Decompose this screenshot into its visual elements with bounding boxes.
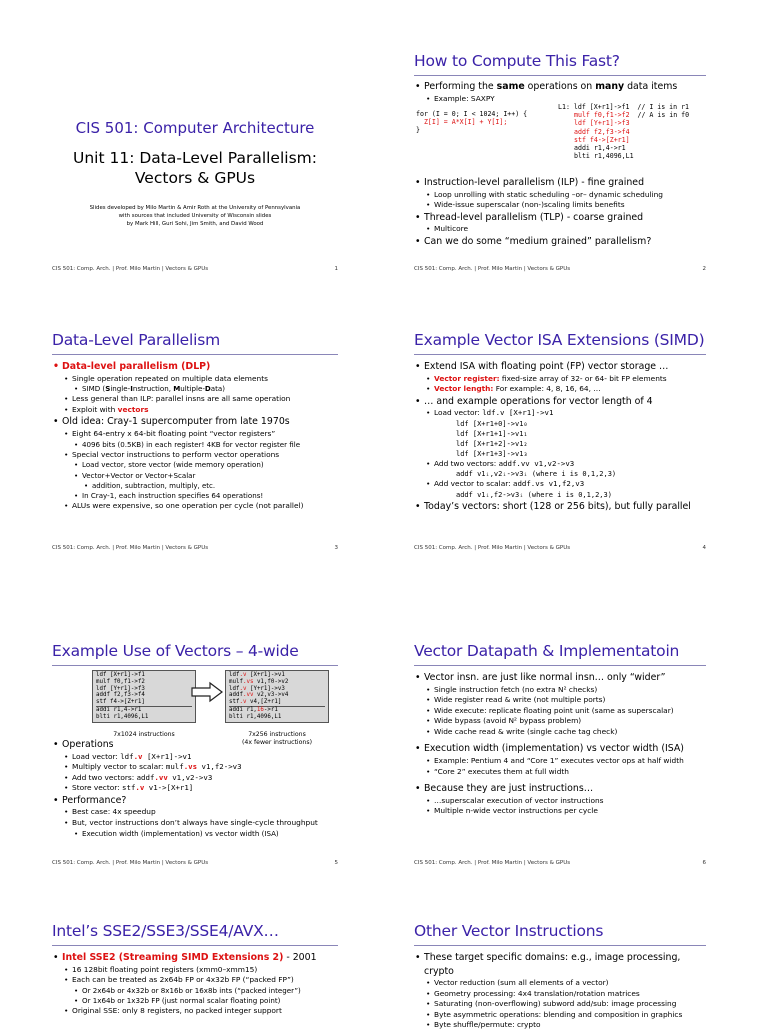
unit-title-line1: Unit 11: Data-Level Parallelism:: [73, 149, 317, 167]
asm-code: L1: ldf [X+r1]->f1 // I is in r1 mulf f0,f1->f2 // A is in f0 ldf [Y+r1]->f3 addf f2,f3->f4 stf f4->[Z+r1] addi r1,4->r1 blti r1,4096,L1: [558, 103, 690, 161]
bullet: • Intel SSE2 (Streaming SIMD Extensions 2) - 2001: [52, 951, 338, 965]
slide-title: Vector Datapath & Implementatoin: [414, 642, 680, 660]
bullet: • Extend ISA with floating point (FP) vector storage …: [414, 360, 706, 374]
vector-code-table: ldf.v [X+r1]->v1 mulf.vs v1,f0->v2 ldf.v [Y+r1]->v3 addf.vv v2,v3->v4 stf.v v4,[Z+r1] addi r1,16->r1 blti r1,4096,L1: [225, 670, 329, 723]
sub-sub-sub-bullet: • addition, subtraction, multiply, etc.: [52, 481, 338, 491]
slide-title: Example Vector ISA Extensions (SIMD): [414, 331, 705, 349]
bullet: • … and example operations for vector length of 4: [414, 395, 706, 409]
sub-bullet: • Byte asymmetric operations: blending and composition in graphics: [414, 1010, 706, 1021]
bullet: • Because they are just instructions…: [414, 782, 706, 796]
sub-bullet: • Geometry processing: 4x4 translation/rotation matrices: [414, 989, 706, 1000]
credits-line3: by Mark Hill, Guri Sohi, Jim Smith, and David Wood: [126, 221, 264, 227]
sub-bullet: • Loop unrolling with static scheduling –or– dynamic scheduling: [414, 190, 706, 201]
sub-sub-bullet: • SIMD (Single-Instruction, Multiple-Data): [52, 384, 338, 394]
sub-bullet: • “Core 2” executes them at full width: [414, 767, 706, 778]
sub-bullet: • Multiple n-wide vector instructions per cycle: [414, 806, 706, 817]
code-line: addf v1ᵢ,f2->v3ᵢ (where i is 0,1,2,3): [456, 490, 612, 499]
page-number: 3: [334, 545, 338, 551]
sub-sub-bullet: • Or 2x64b or 4x32b or 8x16b or 16x8b ints (“packed integer”): [52, 986, 338, 996]
bullet: • Performing the same operations on many data items: [414, 80, 706, 94]
slide-title: Intel’s SSE2/SSE3/SSE4/AVX…: [52, 922, 279, 940]
slide-5: Example Use of Vectors – 4-wide ldf [X+r1]->f1 mulf f0,f1->f2 ldf [Y+r1]->f3 addf f2,f3->f4 stf f4->[Z+r1] addi r1,4->r1 blti r1,4096,L1 ldf.v [X+r1]->v1 mulf.vs v1,f0->v2 ldf.v [Y+r1]->v3 addf.vv v2,v3->v4 stf.v v4,[Z+r1] addi r1,16->r1 blti r1,4096,L1 7x1024 instructions 7x256 instructions (4x fewer instructions) • Operations • Load vector: ldf.v [X+r1]->v1 • Multiply vector to scalar: mulf.vs v1,f2->v3 • Add two vectors: addf.vv v1,v2->v3 • Store vector: stf.v v1->[X+r1] • Performance? • Best case: 4x speedup • But, vector instructions don’t always have single-cycle throughput • Execution width (implementation) vs vector width (ISA) CIS 501: Comp. Arch. | Prof. Milo Martin | Vectors & GPUs 5: [52, 638, 338, 866]
sub-bullet: • Multiply vector to scalar: mulf.vs v1,f2->v3: [52, 762, 338, 773]
sub-bullet: • …superscalar execution of vector instructions: [414, 796, 706, 807]
page-number: 4: [702, 545, 706, 551]
arrow-right-icon: [190, 682, 224, 702]
bullet: • Old idea: Cray-1 supercomputer from late 1970s: [52, 415, 338, 429]
title-rule: [414, 665, 706, 666]
title-rule: [52, 945, 338, 946]
bullet: • These target specific domains: e.g., image processing, crypto: [414, 951, 706, 978]
sub-sub-bullet: • In Cray-1, each instruction specifies 64 operations!: [52, 491, 338, 501]
sub-bullet: • Multicore: [414, 224, 706, 235]
sub-bullet: • Vector register: fixed-size array of 32- or 64- bit FP elements: [414, 374, 706, 385]
sub-sub-bullet: • 4096 bits (0.5KB) in each register! 4KB for vector register file: [52, 440, 338, 450]
slide-4: Example Vector ISA Extensions (SIMD) • Extend ISA with floating point (FP) vector storage … • Vector register: fixed-size array of 32- or 64- bit FP elements • Vector length: For example: 4, 8, 16, 64, … • … and example operations for vector length of 4 • Load vector: ldf.v [X+r1]->v1 ldf [X+r1+0]->v1₀ ldf [X+r1+1]->v1₁ ldf [X+r1+2]->v1₂ ldf [X+r1+3]->v1₃ • Add two vectors: addf.vv v1,v2->v3 addf v1ᵢ,v2ᵢ->v3ᵢ (where i is 0,1,2,3) • Add vector to scalar: addf.vs v1,f2,v3 addf v1ᵢ,f2->v3ᵢ (where i is 0,1,2,3) • Today’s vectors: short (128 or 256 bits), but fully parallel CIS 501: Comp. Arch. | Prof. Milo Martin | Vectors & GPUs 4: [414, 327, 706, 551]
page-number: 1: [334, 266, 338, 272]
code-line: ldf [X+r1+2]->v1₂: [456, 439, 528, 448]
slide-8: [414, 918, 706, 1030]
sub-bullet: • Wide execute: replicate floating point unit (same as superscalar): [414, 706, 706, 717]
slide-3: Data-Level Parallelism • Data-level parallelism (DLP) • Single operation repeated on multiple data elements • SIMD (Single-Instruction, Multiple-Data) • Less general than ILP: parallel insns are all same operation • Exploit with vectors • Old idea: Cray-1 supercomputer from late 1970s • Eight 64-entry x 64-bit floating point “vector registers” • 4096 bits (0.5KB) in each register! 4KB for vector register file • Special vector instructions to perform vector operations • Load vector, store vector (wide memory operation) • Vector+Vector or Vector+Scalar • addition, subtraction, multiply, etc. • In Cray-1, each instruction specifies 64 operations! • ALUs were expensive, so one operation per cycle (not parallel) CIS 501: Comp. Arch. | Prof. Milo Martin | Vectors & GPUs 3: [52, 327, 338, 551]
sub-bullet: • Original SSE: only 8 registers, no packed integer support: [52, 1006, 338, 1017]
sub-sub-bullet: • Or 1x64b or 1x32b FP (just normal scalar floating point): [52, 996, 338, 1006]
sub-bullet: • Wide cache read & write (single cache tag check): [414, 727, 706, 738]
page-number: 6: [702, 860, 706, 866]
title-rule: [52, 665, 338, 666]
sub-bullet: • 16 128bit floating point registers (xmm0–xmm15): [52, 965, 338, 976]
title-rule: [52, 354, 338, 355]
sub-bullet: • ALUs were expensive, so one operation per cycle (not parallel): [52, 501, 338, 512]
sub-bullet: • Single instruction fetch (no extra N² checks): [414, 685, 706, 696]
slide-title: Other Vector Instructions: [414, 922, 604, 940]
sub-bullet: • Each can be treated as 2x64b FP or 4x32b FP (“packed FP”): [52, 975, 338, 986]
sub-bullet: • Single operation repeated on multiple data elements: [52, 374, 338, 385]
scalar-code-table: ldf [X+r1]->f1 mulf f0,f1->f2 ldf [Y+r1]->f3 addf f2,f3->f4 stf f4->[Z+r1] addi r1,4->r1 blti r1,4096,L1: [92, 670, 196, 723]
sub-bullet: • Load vector: ldf.v [X+r1]->v1: [52, 752, 338, 763]
bullet: • Operations: [52, 738, 338, 752]
sub-bullet: • Wide register read & write (not multiple ports): [414, 695, 706, 706]
course-title: CIS 501: Computer Architecture: [75, 119, 315, 137]
vector-caption-2: (4x fewer instructions): [242, 739, 312, 746]
title-rule: [414, 945, 706, 946]
slide-2: How to Compute This Fast? • Performing the same operations on many data items • Example: SAXPY for (I = 0; I < 1024; I++) { Z[I] = A*X[I] + Y[I]; } L1: ldf [X+r1]->f1 // I is in r1 mulf f0,f1->f2 // A is in f0 ldf [Y+r1]->f3 addf f2,f3->f4 stf f4->[Z+r1] addi r1,4->r1 blti r1,4096,L1 • Instruction-level parallelism (ILP) - fine grained • Loop unrolling with static scheduling –or– dynamic scheduling • Wide-issue superscalar (non-)scaling limits benefits • Thread-level parallelism (TLP) - coarse grained • Multicore • Can we do some “medium grained” parallelism? CIS 501: Comp. Arch. | Prof. Milo Martin | Vectors & GPUs 2: [414, 48, 706, 272]
sub-bullet: • Best case: 4x speedup: [52, 807, 338, 818]
title-rule: [414, 75, 706, 76]
page-number: 2: [702, 266, 706, 272]
code-line: ldf [X+r1+3]->v1₃: [456, 449, 528, 458]
sub-bullet: • Exploit with vectors: [52, 405, 338, 416]
title-rule: [414, 354, 706, 355]
credits-line2: with sources that included University of Wisconsin slides: [118, 213, 272, 219]
bullet: • Instruction-level parallelism (ILP) - fine grained: [414, 176, 706, 190]
sub-bullet: • Add vector to scalar: addf.vs v1,f2,v3: [414, 479, 706, 490]
credits-line1: Slides developed by Milo Martin & Amir Roth at the University of Pennsylvania: [89, 205, 301, 211]
slide-title: How to Compute This Fast?: [414, 52, 620, 70]
bullet: • Execution width (implementation) vs vector width (ISA): [414, 742, 706, 756]
sub-bullet: • Wide bypass (avoid N² bypass problem): [414, 716, 706, 727]
bullet: • Can we do some “medium grained” parallelism?: [414, 235, 706, 249]
scalar-caption: 7x1024 instructions: [113, 731, 175, 738]
sub-bullet: • Load vector: ldf.v [X+r1]->v1: [414, 408, 706, 419]
code-line: addf v1ᵢ,v2ᵢ->v3ᵢ (where i is 0,1,2,3): [456, 470, 617, 479]
bullet: • Vector insn. are just like normal insn… only “wider”: [414, 671, 706, 685]
sub-bullet: • Example: SAXPY: [414, 94, 706, 105]
sub-bullet: • Less general than ILP: parallel insns are all same operation: [52, 394, 338, 405]
vector-caption-1: 7x256 instructions: [248, 731, 306, 738]
page-number: 5: [334, 860, 338, 866]
sub-bullet: • Saturating (non-overflowing) subword add/sub: image processing: [414, 999, 706, 1010]
code-line: ldf [X+r1+0]->v1₀: [456, 419, 528, 428]
sub-bullet: • Example: Pentium 4 and “Core 1” executes vector ops at half width: [414, 756, 706, 767]
sub-bullet: • Vector reduction (sum all elements of a vector): [414, 978, 706, 989]
sub-bullet: • Eight 64-entry x 64-bit floating point “vector registers”: [52, 429, 338, 440]
slide-6: Vector Datapath & Implementatoin • Vector insn. are just like normal insn… only “wider” • Single instruction fetch (no extra N² checks) • Wide register read & write (not multiple ports) • Wide execute: replicate floating point unit (same as superscalar) • Wide bypass (avoid N² bypass problem) • Wide cache read & write (single cache tag check) • Execution width (implementation) vs vector width (ISA) • Example: Pentium 4 and “Core 1” executes vector ops at half width • “Core 2” executes them at full width • Because they are just instructions… • …superscalar execution of vector instructions • Multiple n-wide vector instructions per cycle CIS 501: Comp. Arch. | Prof. Milo Martin | Vectors & GPUs 6: [414, 638, 706, 866]
sub-bullet: • Vector length: For example: 4, 8, 16, 64, …: [414, 384, 706, 395]
sub-bullet: • Wide-issue superscalar (non-)scaling limits benefits: [414, 200, 706, 211]
slide-7: [52, 918, 338, 1024]
sub-bullet: • Special vector instructions to perform vector operations: [52, 450, 338, 461]
sub-bullet: • Byte shuffle/permute: crypto: [414, 1020, 706, 1031]
sub-bullet: • Add two vectors: addf.vv v1,v2->v3: [52, 773, 338, 784]
unit-title-line2: Vectors & GPUs: [134, 169, 256, 187]
bullet: • Thread-level parallelism (TLP) - coarse grained: [414, 211, 706, 225]
sub-sub-bullet: • Vector+Vector or Vector+Scalar: [52, 471, 338, 481]
sub-bullet: • Add two vectors: addf.vv v1,v2->v3: [414, 459, 706, 470]
sub-bullet: • Store vector: stf.v v1->[X+r1]: [52, 783, 338, 794]
sub-sub-bullet: • Execution width (implementation) vs vector width (ISA): [52, 829, 338, 839]
bullet: • Performance?: [52, 794, 338, 808]
code-line: ldf [X+r1+1]->v1₁: [456, 429, 528, 438]
slide-1: CIS 501: Computer Architecture Unit 11: Data-Level Parallelism: Vectors & GPUs Slides developed by Milo Martin & Amir Roth at the University of Pennsylvania with sources that included University of Wisconsin slides by Mark Hill, Guri Sohi, Jim Smith, and David Wood CIS 501: Comp. Arch. | Prof. Milo Martin | Vectors & GPUs 1: [52, 119, 338, 272]
c-loop-code: for (I = 0; I < 1024; I++) { Z[I] = A*X[I] + Y[I]; }: [416, 110, 528, 135]
slide-title: Example Use of Vectors – 4-wide: [52, 642, 299, 660]
bullet: • Today’s vectors: short (128 or 256 bits), but fully parallel: [414, 500, 706, 514]
sub-sub-bullet: • Load vector, store vector (wide memory operation): [52, 460, 338, 470]
slide-title: Data-Level Parallelism: [52, 331, 220, 349]
sub-bullet: • But, vector instructions don’t always have single-cycle throughput: [52, 818, 338, 829]
bullet: • Data-level parallelism (DLP): [52, 360, 338, 374]
